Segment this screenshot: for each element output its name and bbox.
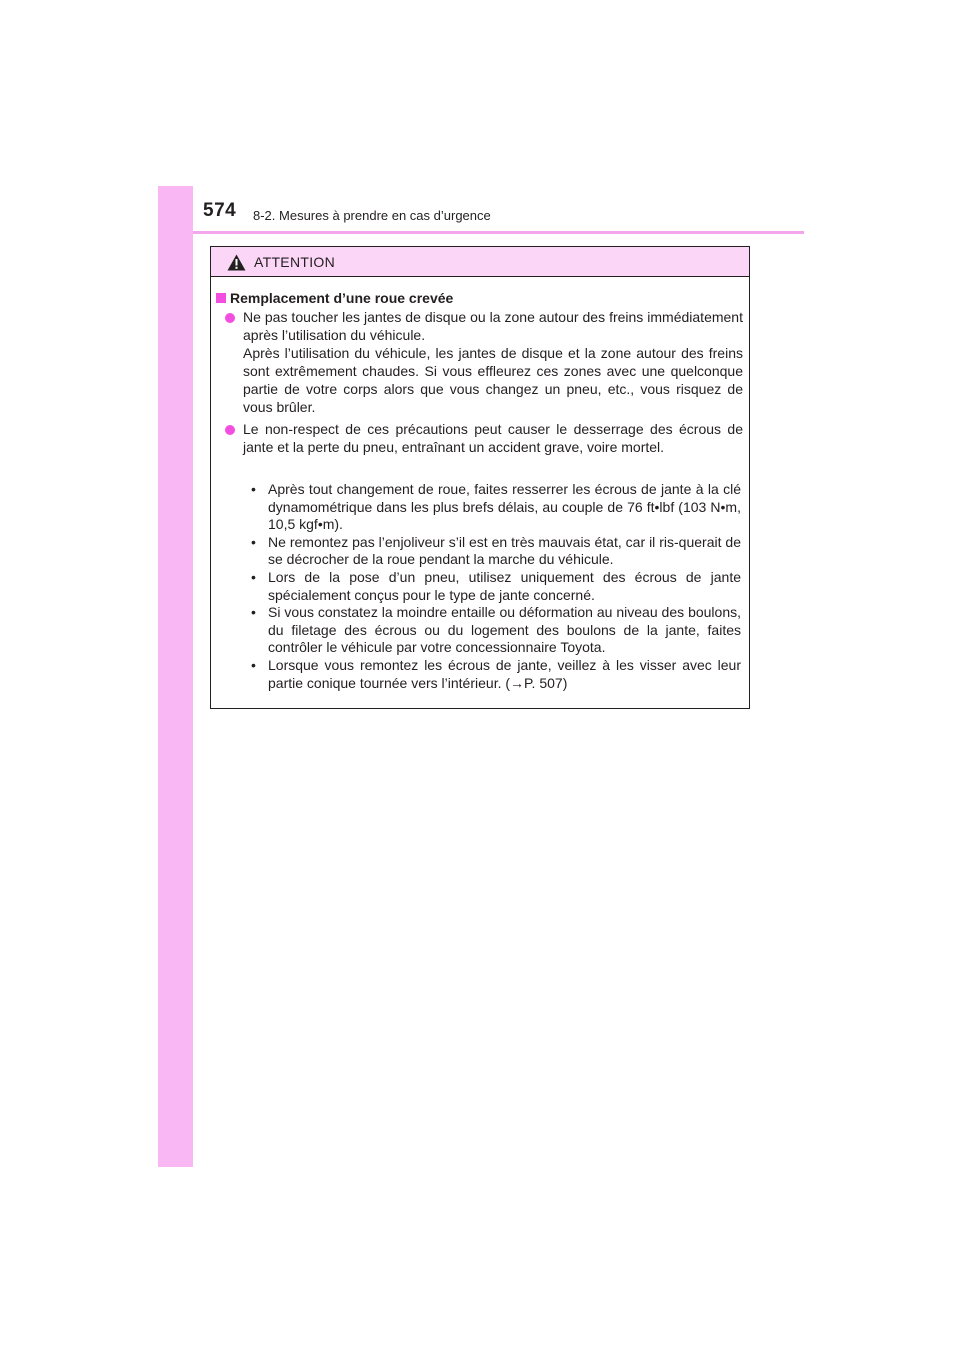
list-item-text: Si vous constatez la moindre entaille ou déformation au niveau des boulons, du filetage des écrous ou du logement des boulons de la jante, faites contrôler le véhicule par votre concessionnaire Toyota.: [268, 604, 741, 656]
round-bullet-icon: [225, 425, 235, 435]
section-heading-text: Remplacement d’une roue crevée: [230, 290, 454, 306]
caution-box: [210, 246, 750, 709]
square-bullet-icon: [216, 293, 226, 303]
list-item: [251, 534, 741, 569]
list-item: [251, 481, 741, 534]
dot-bullet: •: [251, 481, 256, 497]
section-title: 8-2. Mesures à prendre en cas d’urgence: [253, 208, 491, 223]
list-item: [251, 604, 741, 657]
list-item: [251, 569, 741, 604]
dot-bullet: •: [251, 533, 256, 550]
header-divider: [193, 231, 804, 234]
dot-bullet: •: [251, 604, 256, 621]
dot-bullet: •: [251, 656, 256, 673]
list-item-text: Après tout changement de roue, faites resserrer les écrous de jante à la clé dynamométrique dans les plus brefs délais, au couple de 76 ft•lbf (103 N•m, 10,5 kgf•m).: [268, 481, 741, 533]
round-bullet-icon: [225, 313, 235, 323]
list-item-text: Ne remontez pas l’enjoliveur s’il est en très mauvais état, car il ris-querait de se décrocher de la roue pendant la marche du véhicule.: [268, 533, 741, 568]
precautions-list: [251, 481, 741, 692]
list-item: [251, 657, 741, 692]
warning-triangle-icon: [227, 254, 246, 271]
caution-item-2-text: Le non-respect de ces précautions peut causer le desserrage des écrous de jante et la perte du pneu, entraînant un accident grave, voire mortel.: [243, 421, 743, 455]
dot-bullet: •: [251, 568, 256, 585]
page-number: 574: [203, 200, 237, 221]
caution-header: [211, 247, 749, 277]
caution-label: ATTENTION: [254, 254, 335, 270]
list-item-text: Lorsque vous remontez les écrous de jante, veillez à les visser avec leur partie conique tournée vers l’intérieur. (→P. 507): [268, 656, 741, 691]
section-heading: [216, 290, 453, 306]
caution-item-1-detail: Après l’utilisation du véhicule, les jantes de disque et la zone autour des freins sont extrêmement chaudes. Si vous effleurez ces zones avec une quelconque partie de votre corps alors que vous changez un pneu, etc., vous risquez de vous brûler.: [243, 345, 743, 415]
chapter-side-tab: [158, 186, 193, 1167]
list-item-text: Lors de la pose d’un pneu, utilisez uniquement des écrous de jante spécialement conçus pour le type de jante concerné.: [268, 568, 741, 603]
caution-item-1-text: Ne pas toucher les jantes de disque ou la zone autour des freins immédiatement après l’utilisation du véhicule.: [243, 309, 743, 343]
